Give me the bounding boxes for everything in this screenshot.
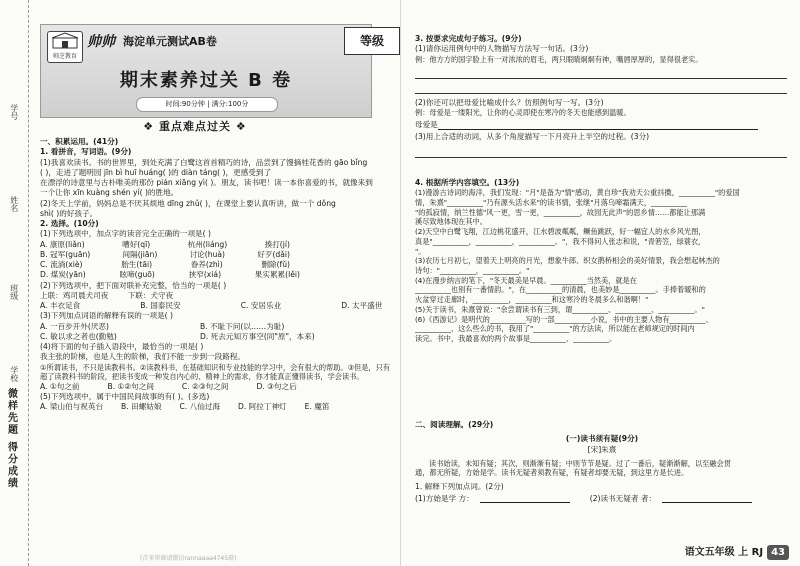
option-row	[40, 382, 390, 392]
option-row	[40, 402, 390, 412]
q1-line: (2)冬天上学前，妈妈总是不厌其烦地 dīng zhǔ( )，在课堂上要认真听讲，做一个 dǒng	[40, 198, 336, 208]
q3-sub2: (2)你还可以把母爱比喻成什么？仿照例句写一写。(3分)	[415, 98, 604, 108]
q4-line: 情，朱熹"__________"乃有源头活水来"的读书情，张继"月落乌啼霜满天，__________	[415, 197, 687, 207]
option: 嘈好(qī)	[122, 239, 151, 249]
q1b-label: (2)读书无疑者 者：	[589, 494, 657, 504]
q3-title: 3. 按要求完成句子练习。(9分)	[415, 34, 522, 43]
option: B. ①②句之间	[107, 381, 154, 391]
answer-line	[415, 93, 787, 94]
option: C. 八仙过海	[179, 402, 220, 412]
reading-title: (一)读书须有疑(9分)	[565, 434, 639, 444]
option: 挟窄(xiá)	[188, 270, 222, 280]
q3-sub3: (3)用上合适的动词，从多个角度描写一下月亮升上半空的过程。(3分)	[415, 132, 650, 142]
grade-box: 等级	[344, 27, 400, 55]
gate-icon	[50, 32, 80, 50]
option: D. 阿拉丁神灯	[237, 402, 287, 412]
fill-prefix: 母爱是	[415, 120, 438, 130]
option: D. 煤炭(yān)	[40, 270, 86, 280]
answer-line	[415, 78, 787, 79]
option: B. 国泰民安	[140, 301, 181, 310]
option: E. 魔笛	[304, 402, 330, 412]
page-number: 43	[767, 545, 789, 561]
option: B. 不耻下问(以……为耻)	[200, 321, 285, 331]
q4-line: 火盆穿过走廊时，__________，__________和这寒冷的冬晨多么和谐啊！"	[415, 295, 649, 305]
q4-line: (5)关于读书，朱熹曾说："余尝谓读书有三到，谓__________、__________、__________。"	[415, 304, 705, 314]
option: D. 死去元知万事空(同"原"，本来)	[200, 331, 315, 341]
watermark: (首多资源请微信rannaaaa4745联)	[140, 554, 237, 562]
option: B. 冠军(guān)	[40, 249, 91, 259]
binding-margin	[0, 0, 29, 566]
q4-line: "。	[415, 246, 426, 256]
couplet-upper: 上联：鸡司晨犬司夜	[40, 290, 109, 300]
option: 间隔(jiān)	[122, 249, 158, 259]
reading-author: [宋]朱熹	[587, 444, 617, 454]
option: C. 敏以求之者也(勤勉)	[40, 331, 117, 341]
q4-line: (2)天空中白鹭飞翔，江边桃花盛开，江水碧波粼粼，鳜鱼跳跃，好一幅宜人的水乡风光图，	[415, 227, 706, 237]
q3-sub1: (1)请你运用例句中的人物描写方法写一句话。(3分)	[415, 44, 589, 54]
right-page	[400, 0, 800, 566]
publisher-logo	[47, 31, 83, 63]
q1-line: shì( )的好孩子。	[40, 208, 98, 218]
series-name: 海淀单元测试AB卷	[123, 35, 217, 48]
answer-blank[interactable]	[438, 121, 758, 130]
full-score: 满分:100分	[211, 100, 249, 108]
option: 胎生(tāi)	[121, 260, 153, 269]
q2-title: 2. 选择。(10分)	[40, 219, 99, 228]
section-heading: ❖ 重点难点过关 ❖	[143, 120, 247, 133]
couplet-lower: 下联：犬守夜	[127, 290, 174, 300]
answer-line	[415, 157, 787, 158]
reading-q1-answers	[415, 494, 789, 504]
q4-title: 4. 根据所学内容填空。(13分)	[415, 178, 520, 187]
option-row	[40, 301, 390, 311]
part1	[40, 137, 390, 413]
student-id-label: 学号	[9, 104, 19, 120]
option: D. ③句之后	[256, 381, 297, 391]
q4-line: (4)在漫步纳言的笔下，"冬天最美是早晨。__________当然美，就是在	[415, 275, 637, 285]
logo-text: 帅芝教育	[52, 53, 77, 61]
exam-banner	[40, 24, 384, 118]
option: A. 丰衣足食	[40, 301, 81, 310]
option: 眩啼(guō)	[119, 270, 155, 280]
option: B. 田螺姑娘	[121, 402, 162, 412]
q4-line: 诗句："__________，__________。"	[415, 266, 530, 275]
q2-sub1: (1)下列选项中，加点字的读音完全正确的一项是( )	[40, 229, 211, 239]
q1-line: 在漂浮的诗意里与古朴唯美的那份 pián xiāng yì( )。朋友，读书吧！读一本你喜爱的书，就像来到	[40, 178, 373, 187]
q4	[415, 178, 789, 344]
q3-example1: 例：他方方的国字脸上有一对浓浓的眉毛，两只眼睛炯炯有神，嘴唇厚厚的，显得很老实。	[415, 54, 703, 64]
q4-line: 真是"__________，__________，__________。"，我不得问人张志和说，"青箬笠，绿蓑衣，	[415, 236, 706, 246]
option-row	[40, 260, 290, 270]
answer-blank[interactable]	[662, 494, 752, 503]
option: A. 一百步开外(厌恶)	[40, 321, 109, 331]
answer-blank[interactable]	[480, 494, 570, 503]
option: C. 安居乐业	[240, 301, 282, 310]
reading-text: 读书始读，未知有疑；其次，则渐渐有疑；中则节节是疑。过了一番后，疑渐渐解，以至融会贯	[429, 458, 731, 468]
school-label: 学校	[9, 366, 19, 382]
reading-paragraph: ①所谓读书，不只是读教科书。②读教科书，在基础知识和专业技能的学习中，会有很大的帮助。③但是，只有超了读教科书的阶段，把读书变成一种发自内心的、精神上的需求，你才能真正懂得读书，学会读书。	[40, 362, 390, 382]
page-footer	[685, 545, 789, 561]
option: A. ①句之前	[40, 381, 80, 391]
option-row	[40, 270, 300, 280]
brand-name: 帅帅	[87, 34, 115, 50]
option-row	[40, 332, 390, 342]
margin-slogan: 微样先题 得分成绩	[5, 388, 17, 490]
q1-line: (1)我喜欢读书。书的世界里，到处充满了白鹭这首首精巧的诗，品尝到了馒摘桂花香的 gāo bǐng	[40, 157, 368, 167]
q2-sub3: (3)下列加点词语的解释有误的一项是( )	[40, 311, 174, 321]
q2-sub2: (2)下列选项中，把下面对联补充完整，恰当的一项是( )	[40, 280, 227, 290]
q4-line: 读完。书中，我最喜欢的两个故事是__________、__________。	[415, 334, 617, 344]
q4-line: (3)农历七月初七，望着天上明亮的月光，想象牛郎、织女鹊桥相会的美好情景，我会想起林杰的	[415, 256, 720, 266]
q4-line: (6)《西游记》是明代的__________写的一部__________小说，书中的主要人物有__________、	[415, 314, 713, 324]
q4-line: (1)漫游古诗词的海洋，我们发现："月"是备为"情"感动，黄自珍"我劝天公重抖擞，__________"的爱国	[415, 188, 740, 198]
exam-meta: 时间:90分钟 | 满分:100分	[136, 97, 278, 112]
part2	[415, 420, 789, 505]
option: 好歹(dǎi)	[257, 249, 290, 259]
option: 删除(fǔ)	[261, 260, 290, 269]
option-row	[40, 250, 290, 260]
q1a-label: (1)方始是学 方：	[415, 494, 474, 504]
option: 杭州(liáng)	[187, 239, 228, 249]
q3-example2: 例：母爱是一缕阳光，让你的心灵即使在寒冷的冬天也能感到温暖。	[415, 108, 631, 118]
q1-line: ( )，走进了题明园 jīn bì huī huáng( )的 diàn táng( )，更感受到了	[40, 167, 272, 177]
reading-text: 通，都无所疑，方始是学。读书无疑者须教有疑，有疑者却要无疑，到这里方是长进。	[415, 468, 689, 478]
option: A. 康原(liǎn)	[40, 239, 85, 249]
part1-title: 一、积累运用。(41分)	[40, 137, 119, 146]
exam-title: 期末素养过关 B 卷	[119, 70, 293, 91]
q2-sub5: (5)下列选项中，属于中国民间故事的有( )。(多选)	[40, 392, 210, 402]
q3	[415, 34, 787, 158]
q2-sub4: (4)将下面的句子插入语段中，最恰当的一项是( )	[40, 342, 204, 351]
name-label: 姓名	[9, 196, 19, 212]
class-label: 班级	[9, 284, 19, 300]
q4-line: "的孤寂情，纳兰性德"风一更，雪一更，__________，故园无此声"的思乡情……都能让那满	[415, 207, 706, 217]
option-row	[40, 240, 290, 250]
footer-subject: 语文五年级 上 RJ	[684, 546, 764, 558]
couplet	[40, 291, 390, 301]
insert-sentence: 我主张的阶梯，也是人生的阶梯，我们不能一步到一段路程。	[40, 352, 246, 362]
q3-fill	[415, 120, 787, 130]
option: D. 太平盛世	[341, 301, 383, 310]
q4-line: __________也别有一番情韵。"，在__________的清晨，也美妙是__________。手捧着暖和的	[415, 285, 706, 295]
option: A. 梁山伯与祝英台	[40, 402, 104, 412]
option: C. ②③句之间	[181, 381, 229, 391]
option: 果实累累(lěi)	[254, 270, 300, 280]
q1-title: 1. 看拼音，写词语。(9分)	[40, 147, 132, 157]
q1-line: 一个让你 xīn kuàng shén yí( )的胜地。	[40, 188, 179, 198]
time-limit: 时间:90分钟	[165, 100, 205, 108]
q4-line: 溪尽致地体现在其中。	[415, 217, 487, 227]
option: C. 流淌(xiè)	[40, 260, 83, 269]
section-heading-text: 重点难点过关	[159, 120, 231, 133]
q4-line: __________、这么些么的书，我用了"__________"的方法读，所以能在老师规定的时间内	[415, 324, 695, 334]
option: 揍打(jí)	[264, 239, 290, 249]
option: 眷养(zhì)	[190, 260, 223, 269]
part2-title: 二、阅读理解。(29分)	[415, 420, 494, 429]
option: 讨论(huà)	[189, 249, 225, 259]
reading-q1: 1. 解释下列加点词。(2分)	[415, 482, 504, 492]
option-row	[40, 322, 390, 332]
